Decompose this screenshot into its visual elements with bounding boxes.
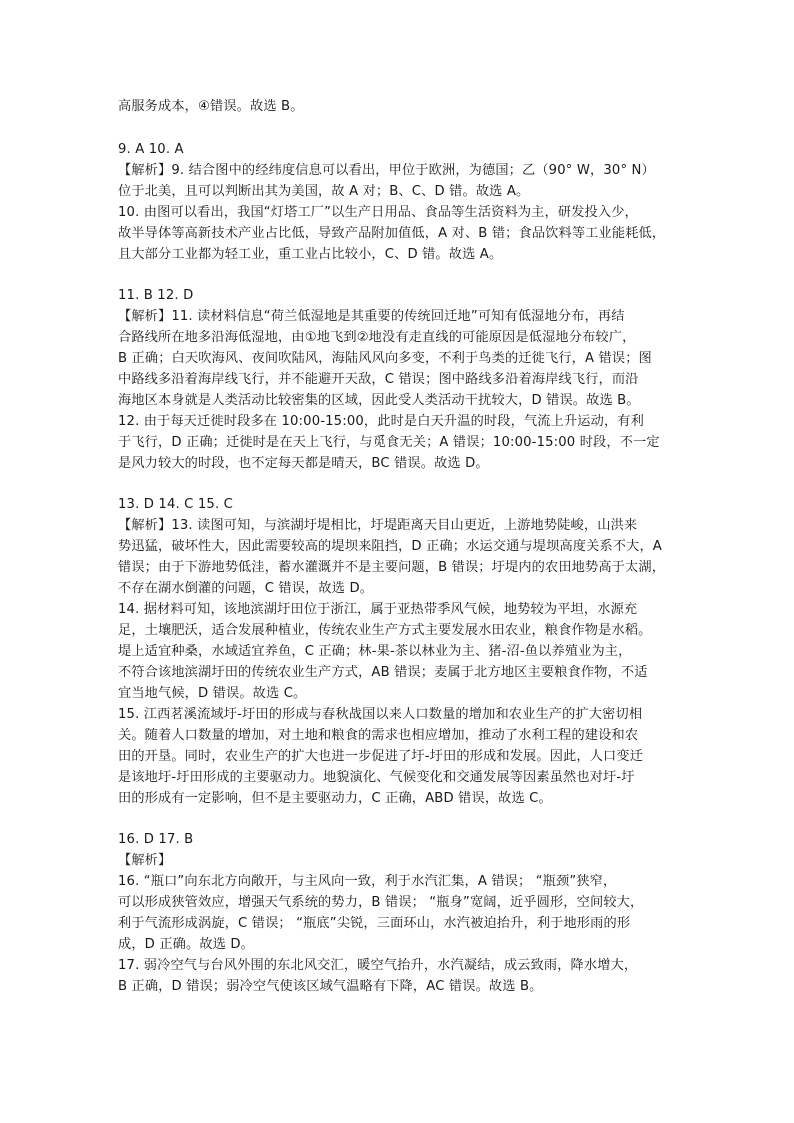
explanation-line: 【解析】	[118, 853, 172, 868]
explanation-line: 合路线所在地多沿海低湿地，由①地飞到②地没有走直线的可能原因是低湿地分布较广，	[118, 330, 636, 345]
explanation-line: 不存在湖水倒灌的问题，C 错误，故选 D。	[118, 581, 374, 596]
explanation-line: 10. 由图可以看出，我国“灯塔工厂”以生产日用品、食品等生活资料为主，研发投入少，	[118, 205, 638, 220]
explanation-line: 【解析】11. 读材料信息“荷兰低湿地是其重要的传统回迁地”可知有低湿地分布，再结	[118, 309, 625, 324]
explanation-line: 田的开垦。同时，农业生产的扩大也进一步促进了圩-圩田的形成和发展。因此，人口变迁	[118, 749, 644, 764]
explanation-line: 17. 弱冷空气与台风外围的东北风交汇，暖空气抬升，水汽凝结，成云致雨，降水增大，	[118, 958, 638, 973]
explanation-line: 位于北美，且可以判断出其为美国，故 A 对；B、C、D 错。故选 A。	[118, 184, 530, 199]
explanation-line: 16. “瓶口”向东北方向敞开，与主风向一致，利于水汽汇集，A 错误； “瓶颈”狭窄，	[118, 874, 617, 889]
explanation-line: 足，土壤肥沃，适合发展种植业，传统农业生产方式主要发展水田农业，粮食作物是水稻。	[118, 623, 652, 638]
explanation-line: 海地区本身就是人类活动比较密集的区域，因此受人类活动干扰较大，D 错误。故选 B。	[118, 393, 640, 408]
explanation-line: 【解析】13. 读图可知，与滨湖圩堤相比，圩堤距离天目山更近，上游地势陡峻，山洪来	[118, 518, 638, 533]
explanation-line: 【解析】9. 结合图中的经纬度信息可以看出，甲位于欧洲，为德国；乙（90° W，30° N）	[118, 163, 655, 178]
explanation-line: 中路线多沿着海岸线飞行，并不能避开天敌，C 错误；图中路线多沿着海岸线飞行，而沿	[118, 372, 639, 387]
answer-key-16-17: 16. D 17. B	[118, 832, 194, 847]
explanation-line: 故半导体等高新技术产业占比低，导致产品附加值低，A 对、B 错；食品饮料等工业能耗低，	[118, 226, 666, 241]
explanation-line: 不符合该地滨湖圩田的传统农业生产方式，AB 错误；麦属于北方地区主要粮食作物，不适	[118, 665, 648, 680]
explanation-line: 且大部分工业都为轻工业，重工业占比较小，C、D 错。故选 A。	[118, 247, 503, 262]
answer-key-9-10: 9. A 10. A	[118, 142, 184, 157]
answer-key-13-15: 13. D 14. C 15. C	[118, 497, 233, 512]
explanation-line: 利于气流形成涡旋，C 错误； “瓶底”尖锐，三面环山，水汽被迫抬升，利于地形雨的形	[118, 916, 631, 931]
explanation-line: 于飞行，D 正确；迁徙时是在天上飞行，与觅食无关；A 错误；10:00-15:00 时段，不一定	[118, 435, 660, 450]
explanation-line: 堤上适宜种桑，水域适宜养鱼，C 正确；林-果-茶以林业为主、猪-沼-鱼以养殖业为主，	[118, 644, 632, 659]
explanation-line: 可以形成狭管效应，增强天气系统的势力，B 错误； “瓶身”宽阔，近乎圆形，空间较大，	[118, 895, 644, 910]
explanation-line: 14. 据材料可知，该地滨湖圩田位于浙江，属于亚热带季风气候，地势较为平坦，水源充	[118, 602, 638, 617]
answer-key-11-12: 11. B 12. D	[118, 288, 194, 303]
explanation-line: 势迅猛，破坏性大，因此需要较高的堤坝来阻挡，D 正确；水运交通与堤坝高度关系不大，A	[118, 539, 662, 554]
explanation-line: 关。随着人口数量的增加，对土地和粮食的需求也相应增加，推动了水利工程的建设和农	[118, 728, 639, 743]
explanation-line: 错误；由于下游地势低洼，蓄水灌溉并不是主要问题，B 错误；圩堤内的农田地势高于太湖，	[118, 560, 666, 575]
intro-line: 高服务成本，④错误。故选 B。	[118, 99, 304, 114]
explanation-line: B 正确；白天吹海风、夜间吹陆风，海陆风风向多变，不利于鸟类的迁徙飞行，A 错误；图	[118, 351, 652, 366]
explanation-line: 田的形成有一定影响，但不是主要驱动力，C 正确，ABD 错误，故选 C。	[118, 791, 552, 806]
explanation-line: B 正确，D 错误；弱冷空气使该区域气温略有下降，AC 错误。故选 B。	[118, 979, 543, 994]
explanation-line: 成，D 正确。故选 D。	[118, 937, 254, 952]
explanation-line: 12. 由于每天迁徙时段多在 10:00-15:00，此时是白天升温的时段，气流上升运动，有利	[118, 414, 644, 429]
explanation-line: 宜当地气候，D 错误。故选 C。	[118, 686, 307, 701]
explanation-line: 是风力较大的时段，也不定每天都是晴天，BC 错误。故选 D。	[118, 456, 489, 471]
explanation-line: 15. 江西茗溪流域圩-圩田的形成与春秋战国以来人口数量的增加和农业生产的扩大密切相	[118, 707, 643, 722]
explanation-line: 是该地圩-圩田形成的主要驱动力。地貌演化、气候变化和交通发展等因素虽然也对圩-圩	[118, 770, 635, 785]
